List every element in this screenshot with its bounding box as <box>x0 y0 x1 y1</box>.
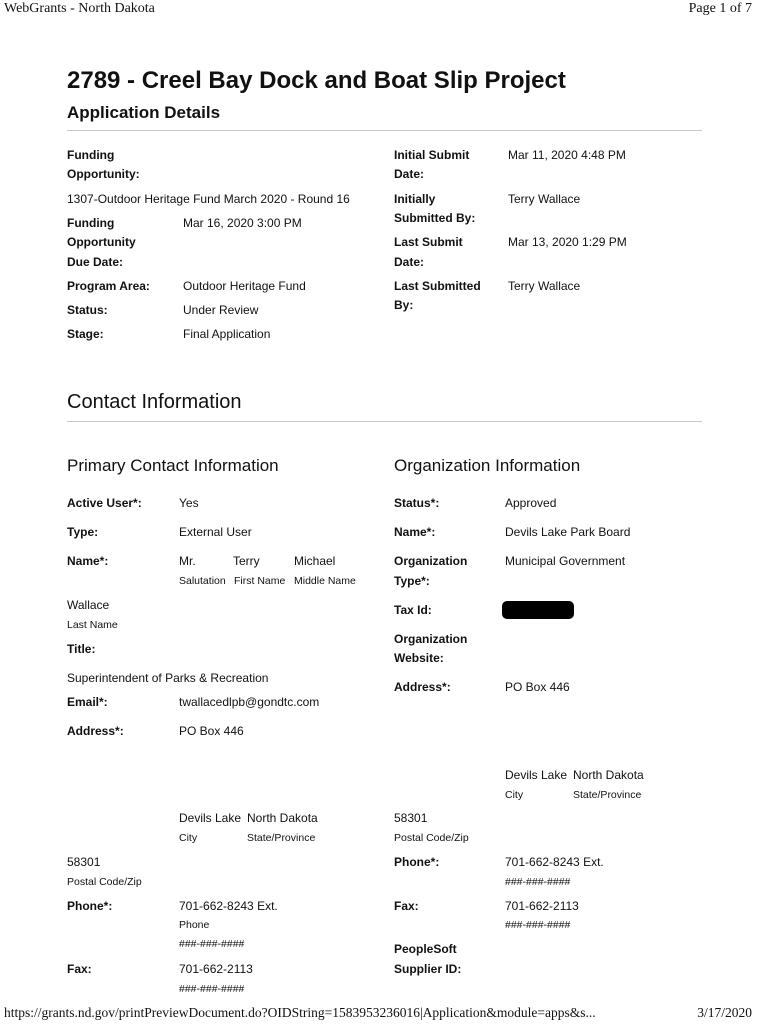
print-footer-date: 3/17/2020 <box>697 1005 752 1020</box>
salutation-sublabel: Salutation <box>179 575 226 587</box>
print-header-page: Page 1 of 7 <box>688 1 752 16</box>
org-zip-sublabel: Postal Code/Zip <box>394 832 469 844</box>
type-value: External User <box>179 525 252 539</box>
org-type-label-1: Organization <box>394 554 468 568</box>
initial-submit-value: Mar 11, 2020 4:48 PM <box>508 148 626 162</box>
org-name-label: Name*: <box>394 525 436 539</box>
email-label: Email*: <box>67 695 108 709</box>
name-label: Name*: <box>67 554 109 568</box>
org-address-label: Address*: <box>394 680 451 694</box>
organization-heading: Organization Information <box>394 456 581 475</box>
last-name-value: Wallace <box>67 598 110 612</box>
phone-format: ###-###-#### <box>179 938 245 950</box>
state-value: North Dakota <box>247 811 318 825</box>
funding-opportunity-label-1: Funding <box>67 148 115 162</box>
org-type-label-2: Type*: <box>394 574 430 588</box>
org-address-value: PO Box 446 <box>505 680 570 694</box>
print-footer-url: https://grants.nd.gov/printPreviewDocument.do?OIDString=1583953236016|Application&module=apps&s... <box>4 1005 596 1020</box>
due-date-label-2: Opportunity <box>67 235 136 249</box>
fax-label: Fax: <box>67 962 92 976</box>
org-phone-label: Phone*: <box>394 855 440 869</box>
status-label: Status: <box>67 303 108 317</box>
last-submit-value: Mar 13, 2020 1:29 PM <box>508 235 627 249</box>
tax-id-label: Tax Id: <box>394 603 432 617</box>
fax-format: ###-###-#### <box>179 983 245 995</box>
initial-submit-label-1: Initial Submit <box>394 148 470 162</box>
peoplesoft-label-1: PeopleSoft <box>394 942 457 956</box>
first-name-value: Terry <box>233 554 260 568</box>
address-value: PO Box 446 <box>179 724 244 738</box>
org-website-label-2: Website: <box>394 651 444 665</box>
divider <box>67 130 702 131</box>
page-title: 2789 - Creel Bay Dock and Boat Slip Project <box>67 67 566 94</box>
org-state-sublabel: State/Province <box>573 789 642 801</box>
middle-name-sublabel: Middle Name <box>294 575 356 587</box>
contact-information-heading: Contact Information <box>67 391 242 413</box>
active-user-label: Active User*: <box>67 496 142 510</box>
peoplesoft-label-2: Supplier ID: <box>394 962 462 976</box>
print-header-site: WebGrants - North Dakota <box>4 1 155 16</box>
org-type-value: Municipal Government <box>505 554 626 568</box>
org-fax-format: ###-###-#### <box>505 919 571 931</box>
org-state-value: North Dakota <box>573 768 644 782</box>
divider <box>67 421 702 422</box>
application-details-heading: Application Details <box>67 103 221 122</box>
due-date-label-1: Funding <box>67 216 115 230</box>
zip-sublabel: Postal Code/Zip <box>67 876 142 888</box>
phone-label: Phone*: <box>67 899 113 913</box>
due-date-label-3: Due Date: <box>67 255 124 269</box>
org-status-value: Approved <box>505 496 557 510</box>
city-value: Devils Lake <box>179 811 242 825</box>
last-submit-label-1: Last Submit <box>394 235 463 249</box>
initially-submitted-by-label-2: Submitted By: <box>394 211 476 225</box>
salutation-value: Mr. <box>179 554 196 568</box>
last-name-sublabel: Last Name <box>67 619 118 631</box>
type-label: Type: <box>67 525 99 539</box>
state-sublabel: State/Province <box>247 832 316 844</box>
status-value: Under Review <box>183 303 259 317</box>
org-city-value: Devils Lake <box>505 768 568 782</box>
middle-name-value: Michael <box>294 554 336 568</box>
city-sublabel: City <box>179 832 198 844</box>
initially-submitted-by-value: Terry Wallace <box>508 192 581 206</box>
program-area-value: Outdoor Heritage Fund <box>183 279 306 293</box>
org-fax-label: Fax: <box>394 899 419 913</box>
last-submit-label-2: Date: <box>394 255 425 269</box>
title-value: Superintendent of Parks & Recreation <box>67 671 269 685</box>
email-value: twallacedlpb@gondtc.com <box>179 695 320 709</box>
last-submitted-by-label-1: Last Submitted <box>394 279 481 293</box>
first-name-sublabel: First Name <box>234 575 286 587</box>
last-submitted-by-label-2: By: <box>394 298 414 312</box>
title-label: Title: <box>67 642 96 656</box>
due-date-value: Mar 16, 2020 3:00 PM <box>183 216 302 230</box>
active-user-value: Yes <box>179 496 199 510</box>
stage-label: Stage: <box>67 327 104 341</box>
org-phone-value: 701-662-8243 Ext. <box>505 855 604 869</box>
initial-submit-label-2: Date: <box>394 167 425 181</box>
org-zip-value: 58301 <box>394 811 428 825</box>
phone-value: 701-662-8243 Ext. <box>179 899 278 913</box>
org-website-label-1: Organization <box>394 632 468 646</box>
last-submitted-by-value: Terry Wallace <box>508 279 581 293</box>
address-label: Address*: <box>67 724 124 738</box>
funding-opportunity-label-2: Opportunity: <box>67 167 140 181</box>
org-name-value: Devils Lake Park Board <box>505 525 631 539</box>
fax-value: 701-662-2113 <box>179 962 253 976</box>
org-phone-format: ###-###-#### <box>505 876 571 888</box>
org-city-sublabel: City <box>505 789 524 801</box>
org-fax-value: 701-662-2113 <box>505 899 579 913</box>
program-area-label: Program Area: <box>67 279 150 293</box>
org-status-label: Status*: <box>394 496 440 510</box>
initially-submitted-by-label-1: Initially <box>394 192 436 206</box>
phone-sublabel: Phone <box>179 919 210 931</box>
tax-id-redaction <box>502 601 574 619</box>
funding-opportunity-value: 1307-Outdoor Heritage Fund March 2020 - Round 16 <box>67 192 350 206</box>
zip-value: 58301 <box>67 855 101 869</box>
stage-value: Final Application <box>183 327 271 341</box>
primary-contact-heading: Primary Contact Information <box>67 456 279 475</box>
